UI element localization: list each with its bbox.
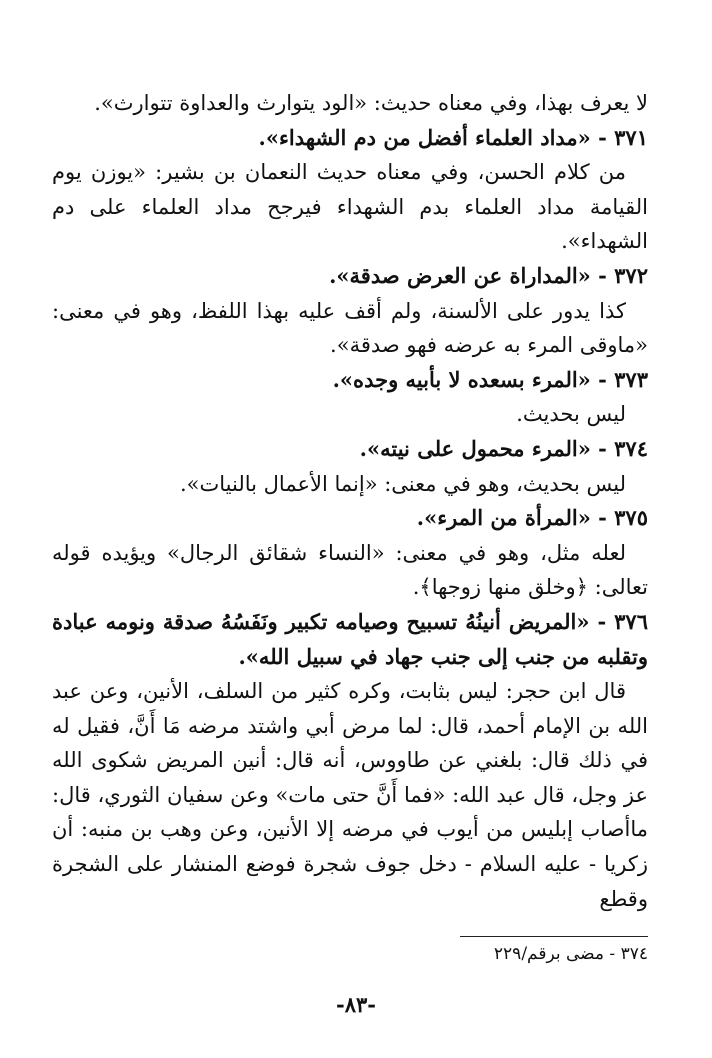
entry-body-374: ليس بحديث، وهو في معنى: «إنما الأعمال بالنيات». [179, 471, 626, 496]
entry-heading-375: ٣٧٥ - «المرأة من المرء». [416, 505, 648, 531]
entry-heading-371: ٣٧١ - «مداد العلماء أفضل من دم الشهداء». [258, 124, 648, 150]
page-number: -٨٣- [336, 992, 376, 1017]
entry-body-375: لعله مثل، وهو في معنى: «النساء شقائق الرجال» ويؤيده قوله تعالى: ﴿وخلق منها زوجها﴾. [52, 540, 648, 600]
main-text [52, 86, 648, 916]
entry-body-376: قال ابن حجر: ليس بثابت، وكره كثير من السلف، الأنين، وعن عبد الله بن الإمام أحمد، قال: لما مرض أبي واشتد مرضه مَا أَنَّ، فقيل له في ذلك قال: بلغني عن طاووس، أنه قال: أنين المريض شكوى الله عز وجل، قال عبد الله: «فما أَنَّ حتى مات» وعن سفيان الثوري، قال: ماأصاب إبليس من أيوب في مرضه إلا الأنين، وعن وهب بن منبه: أن زكريا - عليه السلام - دخل جوف شجرة فوضع المنشار على الشجرة وقطع [52, 679, 648, 911]
entry-body-373: ليس بحديث. [516, 402, 626, 427]
footnote-separator [460, 936, 648, 937]
entry-heading-373: ٣٧٣ - «المرء بسعده لا بأبيه وجده». [332, 366, 648, 392]
entry-heading-372: ٣٧٢ - «المداراة عن العرض صدقة». [329, 262, 648, 288]
entry-heading-376: ٣٧٦ - «المريض أنينُهُ تسبيح وصيامه تكبير ونَفَسُهُ صدقة ونومه عبادة وتقلبه من جنب إلى جنب جهاد في سبيل الله». [52, 608, 648, 669]
footnote: ٣٧٤ - مضى برقم/٢٢٩ [493, 944, 648, 964]
entry-heading-374: ٣٧٤ - «المرء محمول على نيته». [359, 435, 648, 461]
entry-body-371: من كلام الحسن، وفي معناه حديث النعمان بن بشير: «يوزن يوم القيامة مداد العلماء بدم الشهداء فيرجح مداد العلماء على دم الشهداء». [52, 160, 648, 254]
entry-body-372: كذا يدور على الألسنة، ولم أقف عليه بهذا اللفظ، وهو في معنى: «ماوقى المرء به عرضه فهو صدقة». [52, 298, 648, 358]
paragraph-continuation: لا يعرف بهذا، وفي معناه حديث: «الود يتوارث والعداوة تتوارث». [94, 91, 648, 115]
